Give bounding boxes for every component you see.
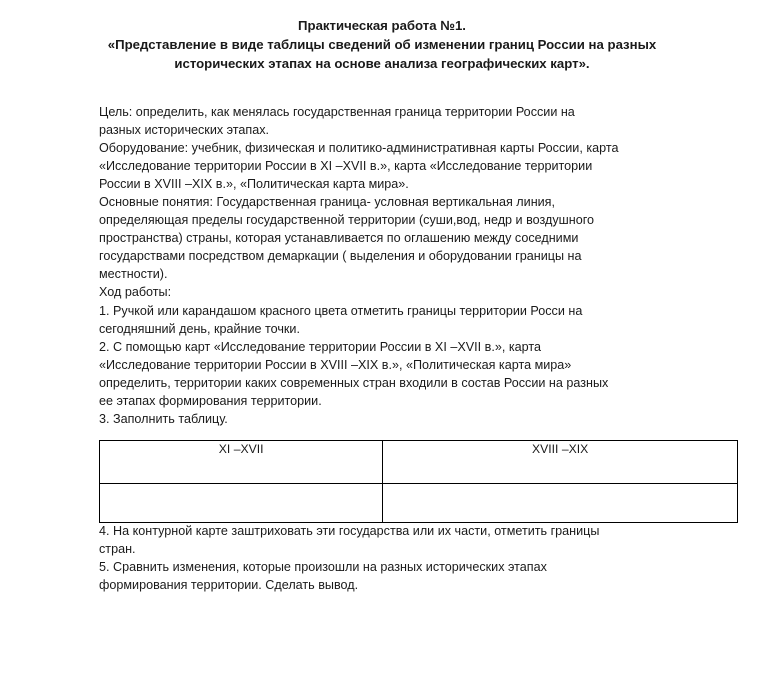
title-line-2: «Представление в виде таблицы сведений об изменении границ России на разных <box>107 37 657 52</box>
body-line: разных исторических этапах. <box>99 123 270 138</box>
body-line: 4. На контурной карте заштриховать эти государства или их части, отметить границы <box>99 524 600 538</box>
title-line-1: Практическая работа №1. <box>298 18 466 33</box>
body-line: местности). <box>99 267 168 282</box>
body-line: 3. Заполнить таблицу. <box>99 411 228 426</box>
table-row <box>100 484 738 523</box>
body-line: сегодняшний день, крайние точки. <box>99 321 300 336</box>
table-header-cell: XVIII –XIX <box>383 441 738 484</box>
title-line-3: исторических этапах на основе анализа географических карт». <box>174 56 590 71</box>
table-header-row <box>100 441 738 484</box>
body-line: «Исследование территории России в XI –XVII в.», карта «Исследование территории <box>99 159 593 174</box>
body-line: определяющая пределы государственной территории (суши,вод, недр и воздушного <box>99 213 595 228</box>
body-line: определить, территории каких современных стран входили в состав России на разных <box>99 375 609 390</box>
body-line: Цель: определить, как менялась государственная граница территории России на <box>99 105 575 119</box>
body-line: 1. Ручкой или карандашом красного цвета отметить границы территории Росси на <box>99 303 583 318</box>
body-line: формирования территории. Сделать вывод. <box>99 578 359 593</box>
table-cell <box>100 484 383 523</box>
table-cell <box>383 484 738 523</box>
body-line: 5. Сравнить изменения, которые произошли на разных исторических этапах <box>99 560 547 575</box>
table-header-cell: XI –XVII <box>100 441 383 484</box>
body-line: России в XVIII –XIX в.», «Политическая карта мира». <box>99 177 409 192</box>
body-line: 2. С помощью карт «Исследование территории России в XI –XVII в.», карта <box>99 339 541 354</box>
title-block <box>0 16 764 73</box>
body-line: Основные понятия: Государственная граница- условная вертикальная линия, <box>99 195 555 210</box>
body-line: Оборудование: учебник, физическая и политико-административная карты России, карта <box>99 141 619 156</box>
body-line: стран. <box>99 542 136 557</box>
body-line: ее этапах формирования территории. <box>99 393 322 408</box>
body-line: Ход работы: <box>99 285 172 300</box>
body-line: «Исследование территории России в XVIII –XIX в.», «Политическая карта мира» <box>99 357 572 372</box>
body-line: пространства) страны, которая устанавливается по оглашению между соседними <box>99 231 579 246</box>
document-body-continued <box>99 522 659 594</box>
body-line: государствами посредством демаркации ( выделения и оборудовании границы на <box>99 249 582 264</box>
results-table <box>99 440 738 523</box>
document-body <box>99 103 659 428</box>
